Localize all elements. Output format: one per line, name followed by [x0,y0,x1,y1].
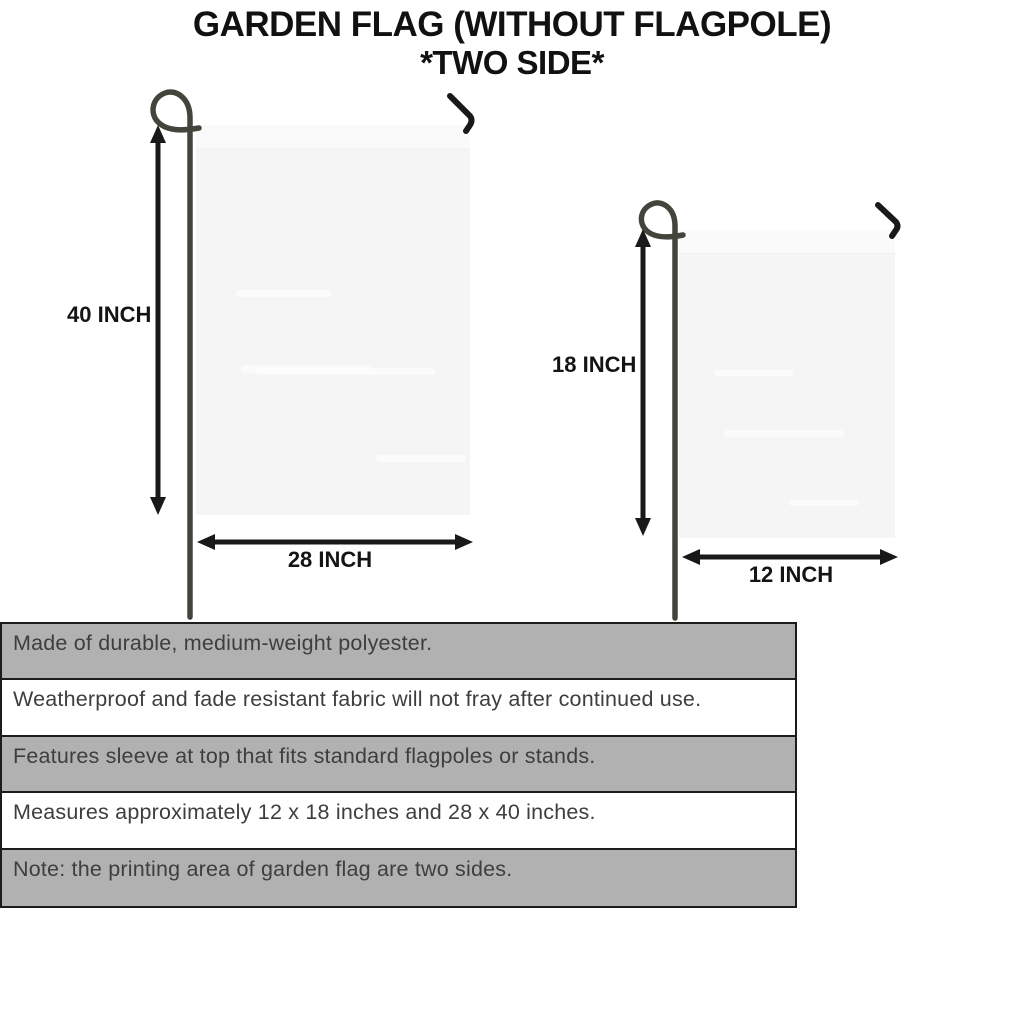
flagpole-small [641,203,683,618]
feature-row: Features sleeve at top that fits standard flagpoles or stands. [2,737,795,793]
dimension-arrow-vertical-small [635,229,651,536]
height-label-large: 40 INCH [67,302,152,327]
width-label-small: 12 INCH [748,562,834,587]
title-line-2: *TWO SIDE* [420,44,604,81]
dimension-arrow-vertical-large [150,125,166,515]
page-title [0,5,1024,81]
feature-row: Weatherproof and fade resistant fabric will not fray after continued use. [2,680,795,736]
fabric-highlight [789,500,859,506]
height-label-small: 18 INCH [552,352,637,377]
fabric-highlight [236,290,331,297]
fabric-highlight [256,368,436,375]
feature-row: Note: the printing area of garden flag are two sides. [2,850,795,906]
fabric-highlight [724,430,844,437]
fabric-highlight [376,455,466,462]
flagpole-large [153,92,199,617]
flag-sleeve [196,125,470,149]
width-label-large: 28 INCH [287,547,373,572]
garden-flag-large [196,125,470,515]
flag-sleeve [679,230,895,254]
feature-table [0,622,797,908]
feature-row: Made of durable, medium-weight polyester. [2,624,795,680]
feature-row: Measures approximately 12 x 18 inches and 28 x 40 inches. [2,793,795,849]
garden-flag-small [679,230,895,538]
title-line-1: GARDEN FLAG (WITHOUT FLAGPOLE) [192,5,832,44]
fabric-highlight [714,370,794,376]
